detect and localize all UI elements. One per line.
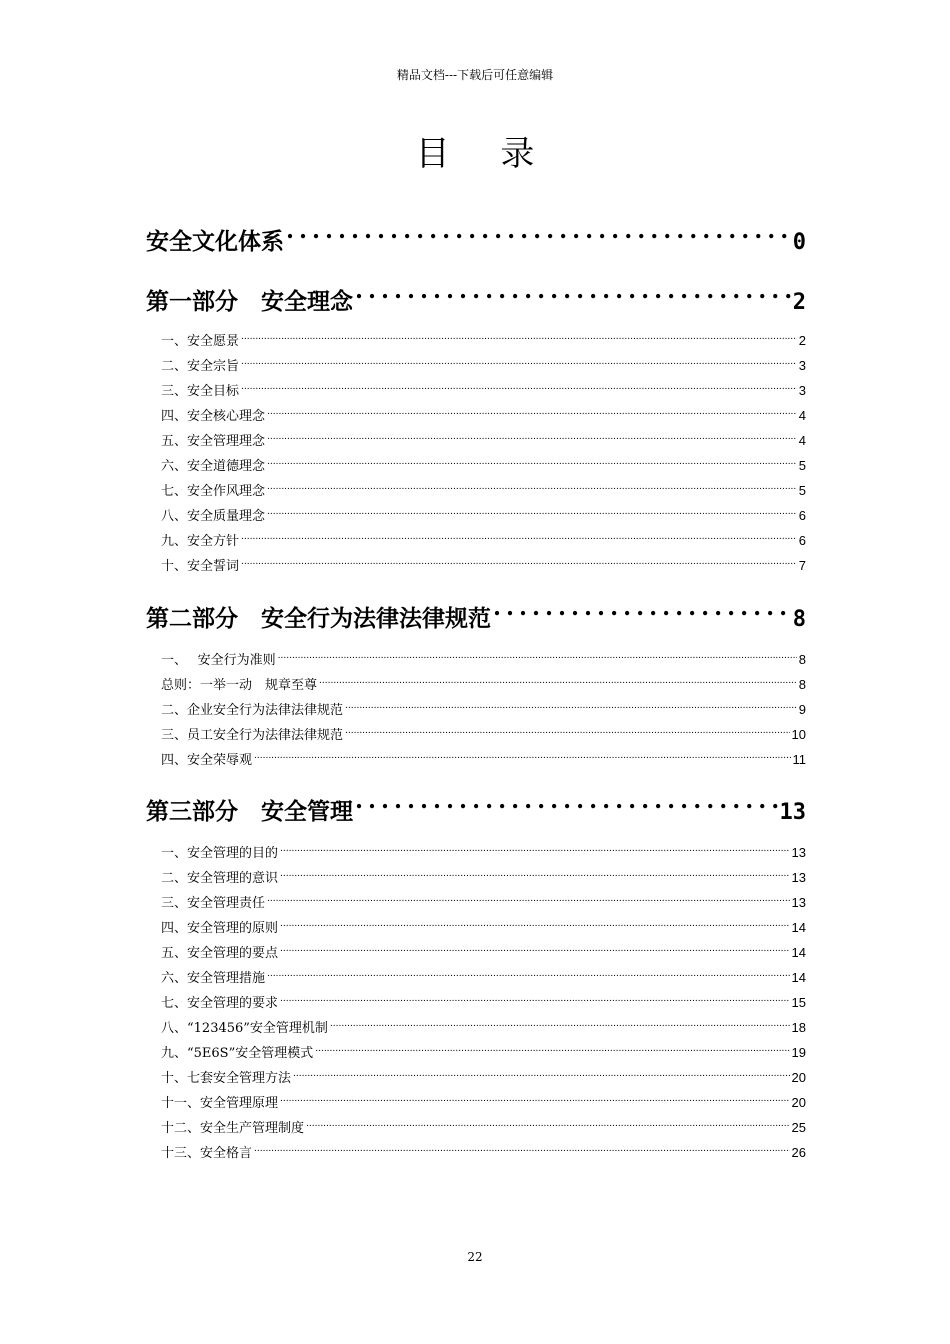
- toc-entry-page: 19: [791, 1045, 806, 1060]
- toc-section-entry[interactable]: [161, 402, 806, 424]
- toc-entry-page: 8: [798, 677, 806, 692]
- toc-entry-page: 25: [791, 1120, 806, 1135]
- toc-entry-page: 9: [798, 702, 806, 717]
- toc-entry-page: 3: [798, 358, 806, 373]
- toc-section-entry[interactable]: [161, 552, 806, 574]
- toc-entry-page: 4: [798, 433, 806, 448]
- toc-dot-leader: [254, 746, 790, 764]
- toc-dot-leader: [280, 914, 790, 932]
- toc-dot-leader: [241, 352, 797, 370]
- toc-section-entry[interactable]: [161, 327, 806, 349]
- toc-section-entry[interactable]: [161, 427, 806, 449]
- toc-section-entry[interactable]: [161, 1139, 806, 1161]
- toc-section-entry[interactable]: [161, 1089, 806, 1111]
- toc-entry-title: 七、安全作风理念: [161, 484, 266, 499]
- toc-dot-leader: [241, 377, 797, 395]
- toc-dot-leader: [330, 1014, 790, 1032]
- toc-entry-title: 三、安全管理责任: [161, 896, 266, 911]
- toc-section-entry[interactable]: [161, 1039, 806, 1061]
- toc-section-entry[interactable]: [161, 989, 806, 1011]
- toc-entry-title: 五、安全管理的要点: [161, 946, 279, 961]
- toc-entry-title: 十二、安全生产管理制度: [161, 1121, 305, 1136]
- toc-entry-title: 二、安全管理的意识: [161, 871, 279, 886]
- toc-dot-leader: [319, 671, 797, 689]
- toc-entry-page: 2: [798, 333, 806, 348]
- toc-entry-page: 14: [791, 945, 806, 960]
- toc-entry-page: 20: [791, 1095, 806, 1110]
- toc-entry-title: 七、安全管理的要求: [161, 996, 279, 1011]
- toc-section-entry[interactable]: [161, 646, 806, 668]
- toc-entry-page: 26: [791, 1145, 806, 1160]
- toc-dot-leader: [278, 646, 797, 664]
- toc-section-entry[interactable]: [161, 839, 806, 861]
- toc-entry-title: 三、员工安全行为法律法律规范: [161, 728, 344, 743]
- toc-entry-title: 六、安全管理措施: [161, 971, 266, 986]
- page-header: 精品文档---下载后可任意编辑: [396, 68, 554, 82]
- toc-dot-leader: [493, 596, 791, 626]
- toc-dot-leader: [267, 402, 797, 420]
- toc-section-entry[interactable]: [161, 889, 806, 911]
- toc-section-entry[interactable]: [161, 939, 806, 961]
- toc-entry-title: 四、安全核心理念: [161, 409, 266, 424]
- toc-chapter-entry[interactable]: [146, 219, 806, 255]
- toc-dot-leader: [355, 279, 791, 309]
- toc-entry-title: 四、安全管理的原则: [161, 921, 279, 936]
- toc-entry-title: 十三、安全格言: [161, 1146, 253, 1161]
- toc-section-entry[interactable]: [161, 696, 806, 718]
- toc-dot-leader: [280, 989, 790, 1007]
- toc-entry-title: 八、“123456”安全管理机制: [161, 1021, 328, 1036]
- toc-section-entry[interactable]: [161, 377, 806, 399]
- toc-dot-leader: [355, 789, 778, 819]
- toc-entry-page: 8: [798, 652, 806, 667]
- toc-entry-page: 13: [791, 870, 806, 885]
- toc-entry-page: 14: [791, 920, 806, 935]
- toc-section-entry[interactable]: [161, 1014, 806, 1036]
- toc-entry-title: 四、安全荣辱观: [161, 753, 253, 768]
- toc-dot-leader: [345, 696, 797, 714]
- toc-entry-page: 0: [792, 230, 806, 255]
- toc-dot-leader: [241, 327, 797, 345]
- toc-entry-page: 10: [791, 727, 806, 742]
- toc-entry-page: 13: [779, 800, 806, 825]
- toc-section-entry[interactable]: [161, 502, 806, 524]
- toc-section-entry[interactable]: [161, 964, 806, 986]
- toc-section-entry[interactable]: [161, 721, 806, 743]
- toc-entry-title: 二、安全宗旨: [161, 359, 240, 374]
- toc-dot-leader: [267, 889, 790, 907]
- toc-dot-leader: [241, 527, 797, 545]
- toc-entry-page: 7: [798, 558, 806, 573]
- toc-entry-title: 二、企业安全行为法律法律规范: [161, 703, 344, 718]
- toc-entry-title: 第二部分 安全行为法律法律规范: [146, 605, 491, 632]
- toc-entry-title: 第一部分 安全理念: [146, 288, 353, 315]
- toc-entry-page: 4: [798, 408, 806, 423]
- toc-entry-page: 11: [792, 752, 806, 767]
- toc-section-entry[interactable]: [161, 864, 806, 886]
- toc-entry-page: 14: [791, 970, 806, 985]
- toc-section-entry[interactable]: [161, 746, 806, 768]
- toc-dot-leader: [267, 477, 797, 495]
- toc-entry-page: 5: [798, 483, 806, 498]
- toc-entry-title: 总则：一举一动 规章至尊: [161, 678, 318, 693]
- toc-section-entry[interactable]: [161, 671, 806, 693]
- toc-entry-title: 九、“5E6S”安全管理模式: [161, 1046, 314, 1061]
- toc-chapter-entry[interactable]: [146, 789, 806, 825]
- toc-entry-title: 一、 安全行为准则: [161, 653, 276, 668]
- toc-entry-title: 一、安全管理的目的: [161, 846, 279, 861]
- toc-section-entry[interactable]: [161, 452, 806, 474]
- toc-dot-leader: [280, 1089, 790, 1107]
- toc-dot-leader: [267, 964, 790, 982]
- toc-dot-leader: [267, 502, 797, 520]
- toc-entry-page: 2: [792, 290, 806, 315]
- toc-entry-page: 18: [791, 1020, 806, 1035]
- toc-entry-title: 十、安全誓词: [161, 559, 240, 574]
- toc-section-entry[interactable]: [161, 1114, 806, 1136]
- page-number: 22: [467, 1250, 483, 1264]
- toc-entry-page: 5: [798, 458, 806, 473]
- toc-chapter-entry[interactable]: [146, 279, 806, 315]
- toc-entry-title: 九、安全方针: [161, 534, 240, 549]
- toc-dot-leader: [306, 1114, 790, 1132]
- toc-entry-page: 15: [791, 995, 806, 1010]
- toc-entry-title: 一、安全愿景: [161, 334, 240, 349]
- toc-entry-title: 十、七套安全管理方法: [161, 1071, 292, 1086]
- toc-dot-leader: [254, 1139, 790, 1157]
- toc-dot-leader: [241, 552, 797, 570]
- toc-entry-page: 20: [791, 1070, 806, 1085]
- toc-dot-leader: [293, 1064, 790, 1082]
- toc-chapter-entry[interactable]: [146, 596, 806, 632]
- toc-entry-title: 第三部分 安全管理: [146, 798, 353, 825]
- toc-dot-leader: [280, 864, 790, 882]
- toc-entry-title: 十一、安全管理原理: [161, 1096, 279, 1111]
- toc-entry-title: 安全文化体系: [146, 228, 284, 255]
- toc-entry-title: 三、安全目标: [161, 384, 240, 399]
- toc-entry-page: 8: [792, 607, 806, 632]
- toc-dot-leader: [267, 427, 797, 445]
- toc-section-entry[interactable]: [161, 914, 806, 936]
- toc-dot-leader: [286, 219, 791, 249]
- toc-entry-page: 13: [791, 895, 806, 910]
- toc-entry-page: 6: [798, 533, 806, 548]
- toc-dot-leader: [280, 839, 790, 857]
- toc-dot-leader: [345, 721, 790, 739]
- toc-entry-title: 五、安全管理理念: [161, 434, 266, 449]
- toc-entry-page: 6: [798, 508, 806, 523]
- toc-section-entry[interactable]: [161, 1064, 806, 1086]
- toc-section-entry[interactable]: [161, 477, 806, 499]
- toc-entry-page: 3: [798, 383, 806, 398]
- toc-section-entry[interactable]: [161, 527, 806, 549]
- toc-dot-leader: [280, 939, 790, 957]
- toc-dot-leader: [315, 1039, 789, 1057]
- toc-entry-title: 八、安全质量理念: [161, 509, 266, 524]
- toc-section-entry[interactable]: [161, 352, 806, 374]
- page-title: 目 录: [415, 134, 555, 174]
- toc-entry-title: 六、安全道德理念: [161, 459, 266, 474]
- toc-dot-leader: [267, 452, 797, 470]
- toc-entry-page: 13: [791, 845, 806, 860]
